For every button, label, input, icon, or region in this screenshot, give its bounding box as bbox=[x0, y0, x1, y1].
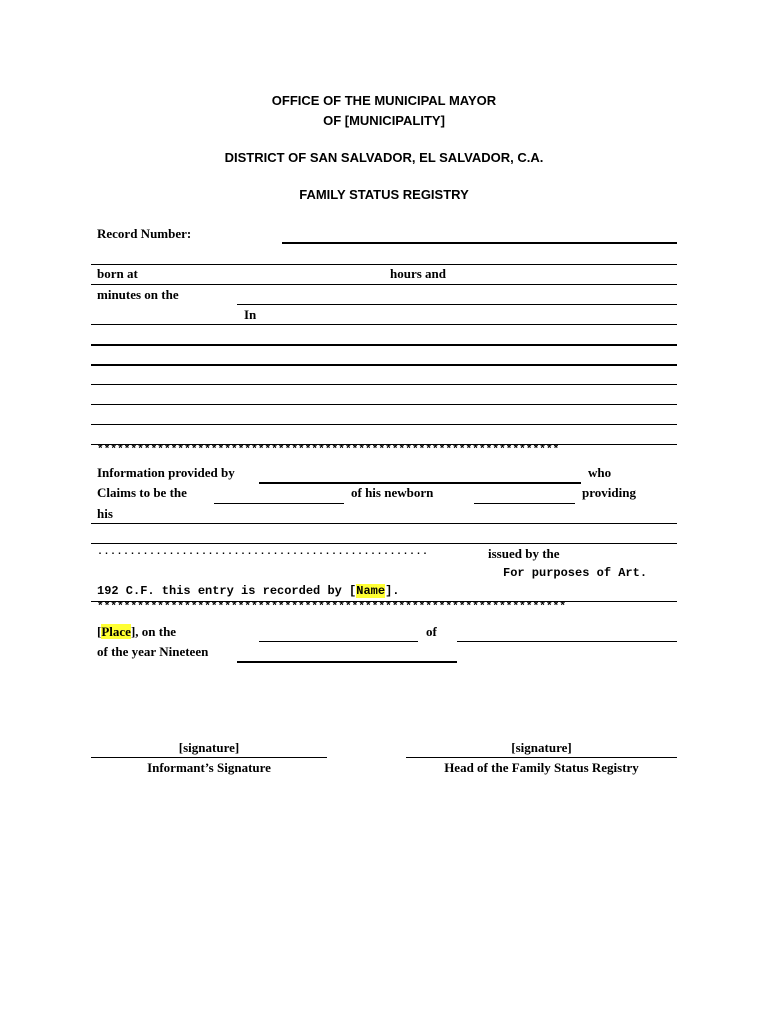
providing-label: providing bbox=[582, 485, 636, 500]
informant-signature-line[interactable] bbox=[91, 757, 327, 758]
head-signature-line[interactable] bbox=[406, 757, 677, 758]
record-line[interactable] bbox=[91, 424, 677, 425]
asterisk-separator: ********************************************************************** bbox=[97, 601, 567, 613]
newborn-field[interactable] bbox=[474, 503, 575, 504]
born-at-field[interactable] bbox=[91, 284, 677, 285]
asterisk-separator: ********************************************************************* bbox=[97, 444, 560, 456]
place-placeholder[interactable]: Place bbox=[101, 624, 131, 639]
day-field[interactable] bbox=[259, 641, 418, 642]
info-line[interactable] bbox=[91, 543, 677, 544]
record-line[interactable] bbox=[91, 364, 677, 366]
informant-signature-placeholder: [signature] bbox=[178, 740, 240, 755]
record-line[interactable] bbox=[91, 384, 677, 385]
district-heading: DISTRICT OF SAN SALVADOR, EL SALVADOR, C.A. bbox=[224, 150, 544, 165]
information-provided-by-label: Information provided by bbox=[97, 465, 235, 480]
for-purposes-text: For purposes of Art. bbox=[503, 566, 648, 580]
municipality-heading: OF [MUNICIPALITY] bbox=[323, 113, 445, 128]
of-his-newborn-label: of his newborn bbox=[351, 485, 434, 500]
claims-to-be-label: Claims to be the bbox=[97, 485, 187, 500]
info-line[interactable] bbox=[91, 523, 677, 524]
minutes-field[interactable] bbox=[237, 304, 677, 305]
record-number-field[interactable] bbox=[282, 242, 677, 244]
place-date-line: [Place], on the bbox=[97, 624, 177, 639]
relationship-field[interactable] bbox=[214, 503, 344, 504]
record-number-label: Record Number: bbox=[97, 226, 192, 241]
registry-title: FAMILY STATUS REGISTRY bbox=[299, 187, 469, 202]
informant-name-field[interactable] bbox=[259, 482, 581, 484]
dotted-field[interactable]: ................................................... bbox=[97, 547, 429, 558]
minutes-on-the-label: minutes on the bbox=[97, 287, 179, 302]
recorded-by-text: 192 C.F. this entry is recorded by [Name]. bbox=[97, 584, 400, 598]
year-label: of the year Nineteen bbox=[97, 644, 209, 659]
month-field[interactable] bbox=[457, 641, 677, 642]
head-signature-placeholder: [signature] bbox=[511, 740, 572, 755]
informant-signature-label: Informant’s Signature bbox=[147, 760, 271, 775]
record-line[interactable] bbox=[91, 344, 677, 346]
in-label: In bbox=[244, 307, 257, 322]
head-signature-label: Head of the Family Status Registry bbox=[444, 760, 639, 775]
hours-and-label: hours and bbox=[390, 266, 446, 281]
in-field[interactable] bbox=[91, 324, 677, 325]
issued-by-label: issued by the bbox=[488, 546, 560, 561]
his-label: his bbox=[97, 506, 113, 521]
born-at-label: born at bbox=[97, 266, 138, 281]
year-field[interactable] bbox=[237, 661, 457, 663]
form-rule bbox=[91, 264, 677, 265]
of-label: of bbox=[426, 624, 437, 639]
record-line[interactable] bbox=[91, 404, 677, 405]
who-label: who bbox=[588, 465, 612, 480]
name-placeholder[interactable]: Name bbox=[356, 584, 386, 598]
office-heading: OFFICE OF THE MUNICIPAL MAYOR bbox=[271, 93, 497, 108]
